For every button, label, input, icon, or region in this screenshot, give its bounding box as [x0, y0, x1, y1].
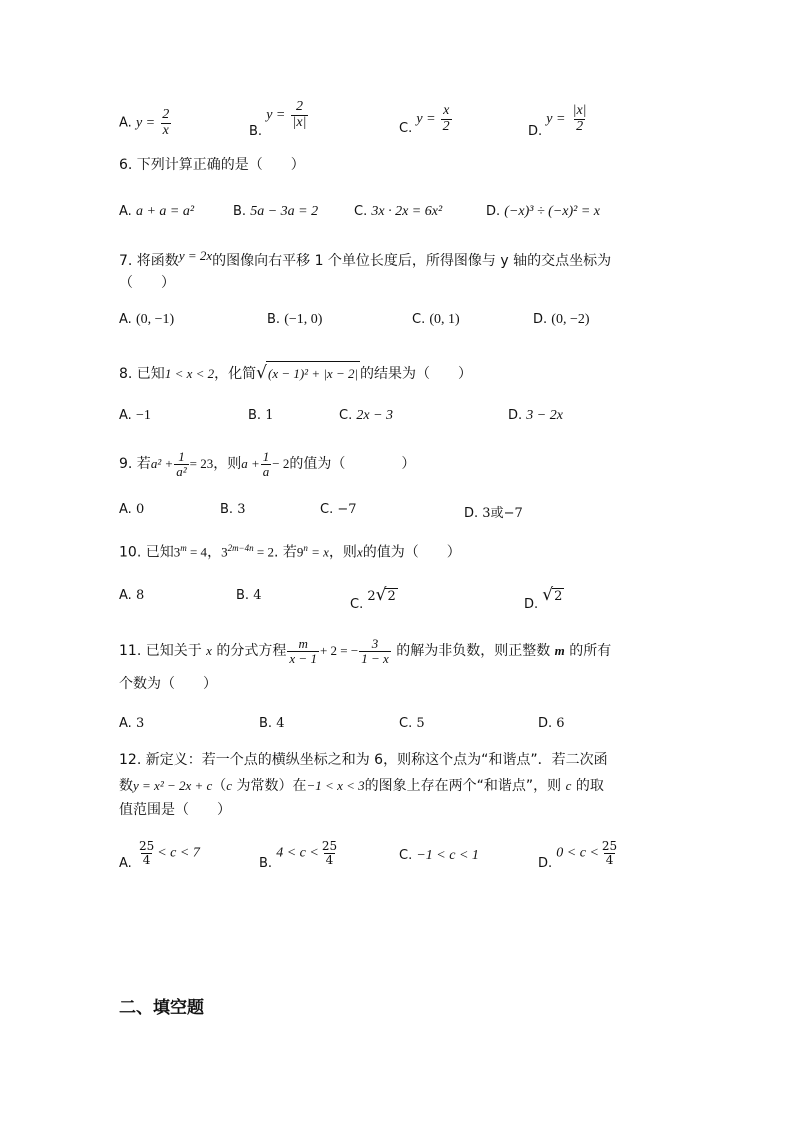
option-math: 8 [135, 588, 145, 603]
q8-stem [119, 361, 472, 386]
stem-math: 3 [173, 544, 181, 560]
option-math: y = [546, 111, 566, 127]
fraction [600, 840, 619, 866]
denominator: x [162, 122, 169, 138]
stem-text: 9. 若 [119, 456, 151, 473]
option-label: C. [399, 848, 413, 863]
numerator: 1 [262, 449, 270, 464]
option-label: C. [399, 120, 413, 136]
option-label: C. [320, 502, 334, 517]
option-math: −7 [337, 502, 357, 517]
option-label: B. [259, 855, 273, 871]
option-label: A. [119, 716, 132, 731]
q11-option-a [119, 716, 144, 731]
option-label: D. [464, 506, 479, 521]
numerator: 2 [295, 99, 303, 114]
fraction [174, 450, 188, 478]
denominator: a² [176, 463, 187, 479]
stem-text: 为常数）在 [232, 778, 307, 794]
option-label: B. [233, 204, 247, 219]
denominator: 1 − x [361, 650, 389, 666]
stem-text: 8. 已知 [119, 366, 165, 382]
q9-option-b [220, 502, 245, 517]
stem-radicand: (x − 1)² + |x − 2| [266, 361, 360, 385]
stem-text: （ [212, 778, 227, 794]
stem-text: ，则 [213, 456, 242, 473]
stem-text: 的图像向右平移 1 个单位长度后，所得图像与 y 轴的交点坐标为 [212, 253, 612, 269]
option-label: C. [412, 312, 426, 327]
q8-option-b [248, 408, 273, 423]
option-label: D. [524, 597, 539, 612]
option-math: 4 [276, 716, 285, 731]
option-label: B. [267, 312, 281, 327]
stem-text: 7. 将函数 [119, 253, 179, 269]
stem-math: x [356, 544, 363, 560]
option-math: 3 [237, 502, 246, 517]
q6-option-d [486, 204, 600, 220]
stem-math: = x [307, 544, 329, 560]
option-math: y = [416, 111, 436, 127]
q6-option-c [354, 204, 442, 220]
fraction [261, 450, 272, 478]
option-radicand: 2 [554, 589, 563, 604]
q6-stem: 6. 下列计算正确的是（ ） [119, 157, 305, 173]
q6-option-a [119, 204, 194, 220]
option-label: C. [339, 408, 353, 423]
q12-option-d [538, 839, 620, 871]
option-math: −1 < c < 1 [416, 848, 479, 863]
denominator: a [262, 463, 270, 479]
stem-math: = 23 [189, 456, 214, 472]
stem-math: = 4 [186, 544, 208, 560]
stem-text: ，化简 [214, 366, 257, 382]
option-math: 2x − 3 [356, 408, 394, 423]
numerator: x [443, 103, 450, 118]
option-label: D. [538, 855, 553, 871]
option-math: −1 [135, 408, 151, 423]
fraction [441, 104, 452, 134]
q12-stem-line1: 12. 新定义：若一个点的横纵坐标之和为 6，则称这个点为“和谐点”．若二次函 [119, 752, 608, 768]
q7-stem [119, 249, 611, 273]
numerator: |x| [572, 103, 587, 118]
stem-text: 的图象上存在两个“和谐点”，则 [364, 778, 566, 794]
option-math: 3或−7 [482, 506, 523, 521]
stem-text: 的取 [571, 778, 604, 794]
stem-text: 10. 已知 [119, 544, 174, 561]
stem-math: c [226, 778, 233, 793]
numerator: 25 [601, 839, 618, 853]
option-label: A. [119, 115, 132, 131]
q10-option-d [524, 585, 564, 612]
option-label: B. [236, 588, 250, 603]
q12-stem-line2 [119, 774, 604, 798]
q11-option-b [259, 716, 284, 731]
q7-stem-line2: （ ） [119, 275, 175, 291]
option-label: A. [119, 588, 132, 603]
option-math: 3 − 2x [526, 408, 563, 423]
stem-math: a + [241, 456, 260, 472]
option-label: C. [350, 597, 364, 612]
stem-text: 的分式方程 [211, 643, 287, 659]
fraction [160, 108, 171, 138]
section-heading: 二、填空题 [119, 998, 204, 1018]
stem-math: y = 2x [178, 248, 213, 263]
option-label: B. [248, 408, 262, 423]
option-math: 4 < c < [276, 845, 319, 861]
option-label: C. [399, 716, 413, 731]
option-math: (−1, 0) [284, 312, 323, 327]
q10-option-b [236, 588, 261, 603]
stem-math: 3 [221, 544, 228, 560]
stem-text: 的值为（ ） [362, 544, 461, 561]
option-math: a + a = a² [135, 204, 195, 219]
option-math: (0, 1) [429, 312, 460, 327]
q12-option-a [119, 839, 200, 871]
q5-option-d [528, 103, 590, 139]
q11-option-d [538, 716, 565, 731]
stem-math: 1 < x < 2 [164, 366, 215, 381]
fraction [571, 104, 589, 134]
option-label: B. [220, 502, 234, 517]
denominator: 2 [576, 118, 584, 134]
option-math: 4 [253, 588, 262, 603]
q12-stem-line3: 值范围是（ ） [119, 802, 231, 818]
option-math: < c < 7 [157, 845, 200, 861]
option-math: 6 [556, 716, 565, 731]
fraction [287, 637, 319, 665]
stem-math: 9 [296, 544, 304, 560]
option-math: (0, −1) [135, 312, 175, 327]
option-label: A. [119, 502, 132, 517]
option-label: C. [354, 204, 368, 219]
numerator: 25 [321, 839, 338, 853]
q8-option-a [119, 408, 151, 424]
stem-math: = 2 [253, 544, 274, 560]
option-label: A. [119, 312, 132, 327]
option-label: D. [486, 204, 501, 219]
option-radicand: 2 [387, 589, 396, 604]
stem-text: . 若 [273, 544, 297, 561]
denominator: 4 [142, 852, 151, 867]
fraction [137, 840, 156, 866]
stem-text: 的结果为（ ） [360, 366, 473, 382]
stem-exponent: 2m−4n [227, 543, 254, 553]
stem-math: a² + [150, 456, 174, 472]
radical-sign: √ [375, 585, 387, 605]
stem-math: c [565, 778, 572, 793]
stem-math: x [206, 643, 212, 658]
stem-math: m [554, 643, 565, 658]
fraction [359, 637, 391, 665]
option-math: (−x)³ ÷ (−x)² = x [504, 204, 601, 219]
numerator: m [298, 635, 308, 651]
q11-stem [119, 635, 611, 667]
fraction [291, 100, 309, 130]
stem-text: 数 [119, 778, 133, 794]
q9-option-a [119, 502, 144, 517]
q10-stem [119, 537, 461, 565]
q7-option-b [267, 312, 322, 328]
numerator: 2 [162, 107, 170, 122]
option-label: D. [508, 408, 523, 423]
option-math: y = [266, 107, 286, 123]
stem-text: ，则 [328, 544, 357, 561]
q10-option-a [119, 588, 144, 603]
q8-option-c [339, 408, 393, 424]
q12-option-b [259, 839, 340, 871]
denominator: 4 [605, 852, 614, 867]
q5-option-a [119, 108, 172, 138]
q9-option-c [320, 502, 357, 517]
denominator: 4 [325, 852, 334, 867]
option-math: 3x · 2x = 6x² [371, 204, 443, 219]
stem-math: y = x² − 2x + c [133, 778, 213, 793]
q9-stem [119, 450, 415, 478]
option-math: 0 < c < [556, 845, 599, 861]
q8-option-d [508, 408, 563, 424]
option-label: D. [538, 716, 553, 731]
q7-option-d [533, 312, 590, 328]
fraction [320, 840, 339, 866]
q7-option-a [119, 312, 174, 328]
q11-option-c [399, 716, 425, 731]
q10-option-c [350, 585, 398, 612]
numerator: 25 [138, 839, 155, 853]
stem-text: ， [207, 544, 222, 561]
q12-option-c [399, 848, 479, 864]
stem-exponent: m [180, 543, 187, 553]
numerator: 1 [178, 449, 185, 464]
option-math: (0, −2) [551, 312, 590, 327]
denominator: 2 [442, 118, 450, 134]
stem-text: 11. 已知关于 [119, 643, 207, 659]
stem-math: −1 < x < 3 [306, 778, 365, 793]
q6-option-b [233, 204, 318, 220]
stem-math: − 2 [272, 456, 290, 472]
option-math: 0 [135, 502, 145, 517]
option-label: D. [528, 123, 543, 139]
q5-option-b [249, 99, 309, 139]
stem-text: 的值为（ ） [289, 456, 416, 473]
option-label: B. [259, 716, 273, 731]
stem-math: + 2 = − [319, 643, 359, 658]
q11-stem-line2: 个数为（ ） [119, 676, 217, 692]
option-label: A. [119, 204, 132, 219]
option-label: A. [119, 408, 132, 423]
stem-text: 的所有 [564, 643, 612, 659]
radical-sign: √ [542, 585, 554, 605]
q9-option-d [464, 502, 523, 521]
option-math: 5a − 3a = 2 [250, 204, 319, 219]
option-coefficient: 2 [367, 589, 376, 604]
option-label: D. [533, 312, 548, 327]
denominator: |x| [292, 114, 307, 130]
q7-option-c [412, 312, 460, 328]
denominator: x − 1 [289, 650, 317, 666]
option-math: 1 [265, 408, 274, 423]
option-math: y = [135, 115, 156, 131]
option-label: B. [249, 123, 263, 139]
stem-exponent: n [303, 543, 308, 553]
radical-sign: √ [256, 363, 267, 383]
option-math: 3 [135, 716, 145, 731]
stem-text: 的解为非负数，则正整数 [391, 643, 555, 659]
numerator: 3 [371, 635, 379, 651]
option-label: A. [119, 855, 132, 871]
option-math: 5 [416, 716, 425, 731]
q5-option-c [399, 104, 453, 134]
